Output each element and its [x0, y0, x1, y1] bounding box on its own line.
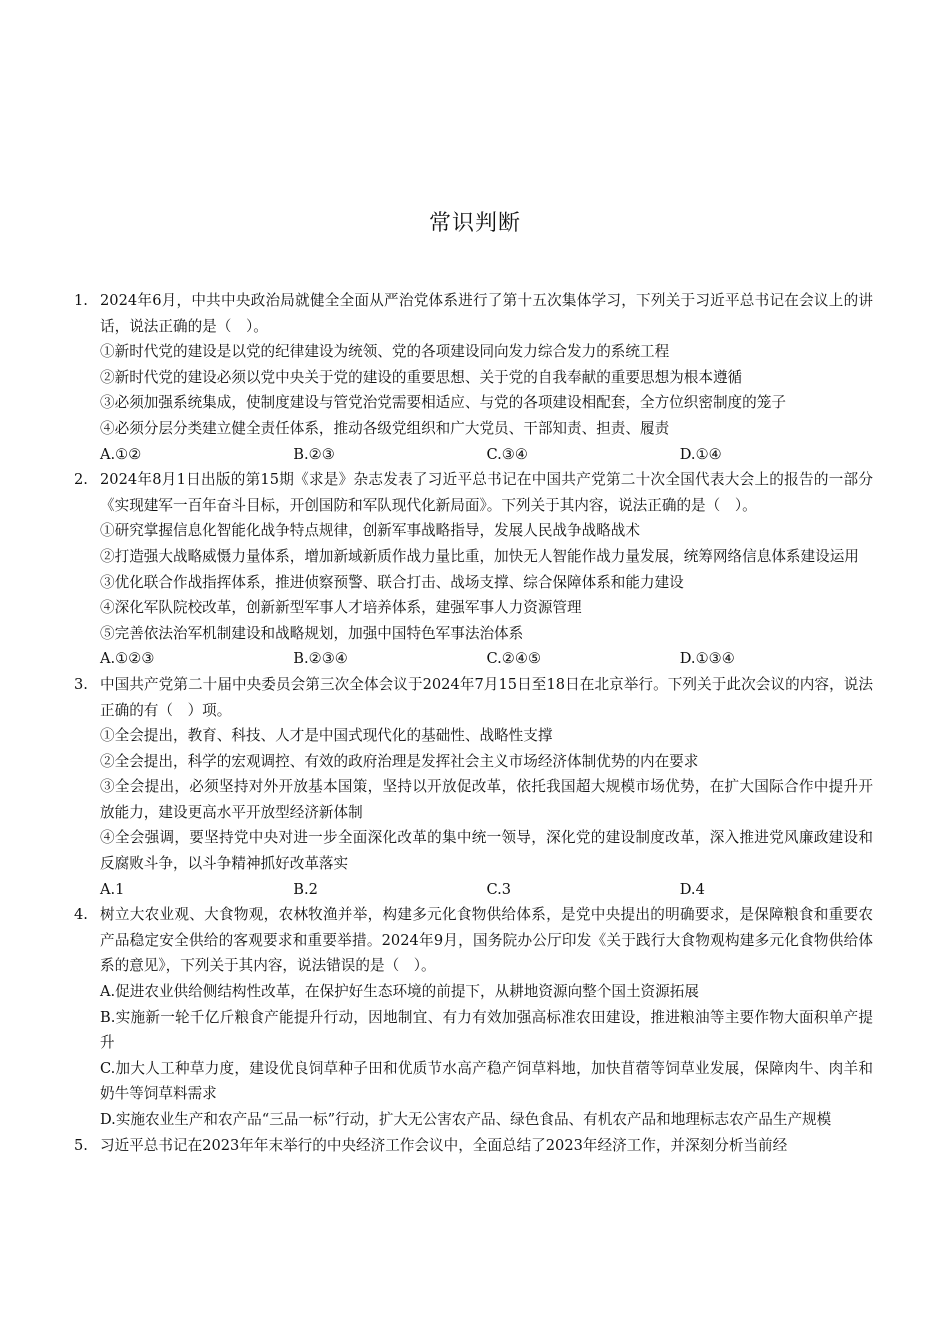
option-a[interactable]: A.1	[100, 880, 125, 898]
question-number: 2.	[74, 471, 88, 489]
answer-options	[100, 442, 873, 468]
question-4	[68, 902, 873, 1132]
statement-item: ③优化联合作战指挥体系，推进侦察预警、联合打击、战场支撑、综合保障体系和能力建设	[100, 573, 684, 591]
page-title: 常识判断	[428, 211, 521, 236]
question-stem: 中国共产党第二十届中央委员会第三次全体会议于2024年7月15日至18日在北京举行。下列关于此次会议的内容，说法正确的有（ ）项。	[100, 675, 873, 719]
question-number: 3.	[74, 675, 88, 693]
option-a[interactable]: A.①②	[100, 445, 142, 463]
option-a[interactable]: A.促进农业供给侧结构性改革，在保护好生态环境的前提下，从耕地资源向整个国土资源拓展	[100, 983, 699, 1001]
question-stem: 树立大农业观、大食物观，农林牧渔并举，构建多元化食物供给体系，是党中央提出的明确要求，是保障粮食和重要农产品稳定安全供给的客观要求和重要举措。2024年9月，国务院办公厅印发《关于践行大食物观构建多元化食物供给体系的意见》，下列关于其内容，说法错误的是（ ）。	[100, 906, 873, 975]
statement-item: ①研究掌握信息化智能化战争特点规律，创新军事战略指导，发展人民战争战略战术	[100, 522, 640, 540]
option-c[interactable]: C.加大人工种草力度，建设优良饲草种子田和优质节水高产稳产饲草料地，加快苜蓿等饲草业发展，保障肉牛、肉羊和奶牛等饲草料需求	[100, 1059, 873, 1103]
question-number: 5.	[74, 1136, 88, 1154]
option-b[interactable]: B.②③	[293, 445, 335, 463]
option-c[interactable]: C.③④	[486, 445, 528, 463]
question-1	[68, 288, 873, 467]
option-b[interactable]: B.2	[293, 880, 318, 898]
statement-item: ⑤完善依法治军机制建设和战略规划，加强中国特色军事法治体系	[100, 624, 524, 642]
option-d[interactable]: D.实施农业生产和农产品“三品一标”行动，扩大无公害农产品、绿色食品、有机农产品和地理标志农产品生产规模	[100, 1111, 832, 1128]
option-c[interactable]: C.3	[486, 880, 512, 898]
option-c[interactable]: C.②④⑤	[486, 650, 542, 668]
statement-item: ②新时代党的建设必须以党中央关于党的建设的重要思想、关于党的自我奉献的重要思想为根本遵循	[100, 368, 743, 386]
statement-item: ④必须分层分类建立健全责任体系，推动各级党组织和广大党员、干部知责、担责、履责	[100, 419, 670, 437]
statement-item: ④深化军队院校改革，创新新型军事人才培养体系，建强军事人力资源管理	[100, 599, 582, 617]
question-stem: 2024年8月1日出版的第15期《求是》杂志发表了习近平总书记在中国共产党第二十次全国代表大会上的报告的一部分《实现建军一百年奋斗目标，开创国防和军队现代化新局面》。下列关于其内容，说法正确的是（ ）。	[100, 471, 873, 514]
question-5	[68, 1133, 873, 1159]
question-number: 1.	[74, 292, 88, 309]
statement-item: ②全会提出，科学的宏观调控、有效的政府治理是发挥社会主义市场经济体制优势的内在要求	[100, 752, 699, 770]
option-d[interactable]: D.①④	[679, 445, 722, 463]
question-number: 4.	[74, 906, 88, 924]
question-list	[68, 288, 873, 1158]
statement-item: ①全会提出，教育、科技、人才是中国式现代化的基础性、战略性支撑	[100, 727, 553, 745]
statement-item: ②打造强大战略威慑力量体系，增加新域新质作战力量比重，加快无人智能作战力量发展，统筹网络信息体系建设运用	[100, 547, 859, 565]
answer-options	[100, 646, 873, 672]
question-stem: 习近平总书记在2023年年末举行的中央经济工作会议中，全面总结了2023年经济工作，并深刻分析当前经	[100, 1136, 788, 1154]
question-stem: 2024年6月，中共中央政治局就健全全面从严治党体系进行了第十五次集体学习，下列关于习近平总书记在会议上的讲话，说法正确的是（ ）。	[100, 292, 873, 335]
question-3	[68, 672, 873, 902]
statement-item: ①新时代党的建设是以党的纪律建设为统领、党的各项建设同向发力综合发力的系统工程	[100, 343, 670, 361]
option-b[interactable]: B.②③④	[293, 650, 348, 668]
option-b[interactable]: B.实施新一轮千亿斤粮食产能提升行动，因地制宜、有力有效加强高标准农田建设，推进粮油等主要作物大面积单产提升	[100, 1008, 873, 1052]
option-d[interactable]: D.①③④	[679, 650, 735, 668]
option-d[interactable]: D.4	[679, 880, 705, 898]
option-a[interactable]: A.①②③	[100, 650, 155, 668]
statement-item: ③必须加强系统集成，使制度建设与管党治党需要相适应、与党的各项建设相配套，全方位织密制度的笼子	[100, 394, 786, 412]
statement-item: ④全会强调，要坚持党中央对进一步全面深化改革的集中统一领导，深化党的建设制度改革，深入推进党风廉政建设和反腐败斗争，以斗争精神抓好改革落实	[100, 829, 873, 873]
statement-item: ③全会提出，必须坚持对外开放基本国策，坚持以开放促改革，依托我国超大规模市场优势，在扩大国际合作中提升开放能力，建设更高水平开放型经济新体制	[100, 778, 873, 821]
answer-options	[100, 877, 873, 903]
question-2	[68, 467, 873, 672]
